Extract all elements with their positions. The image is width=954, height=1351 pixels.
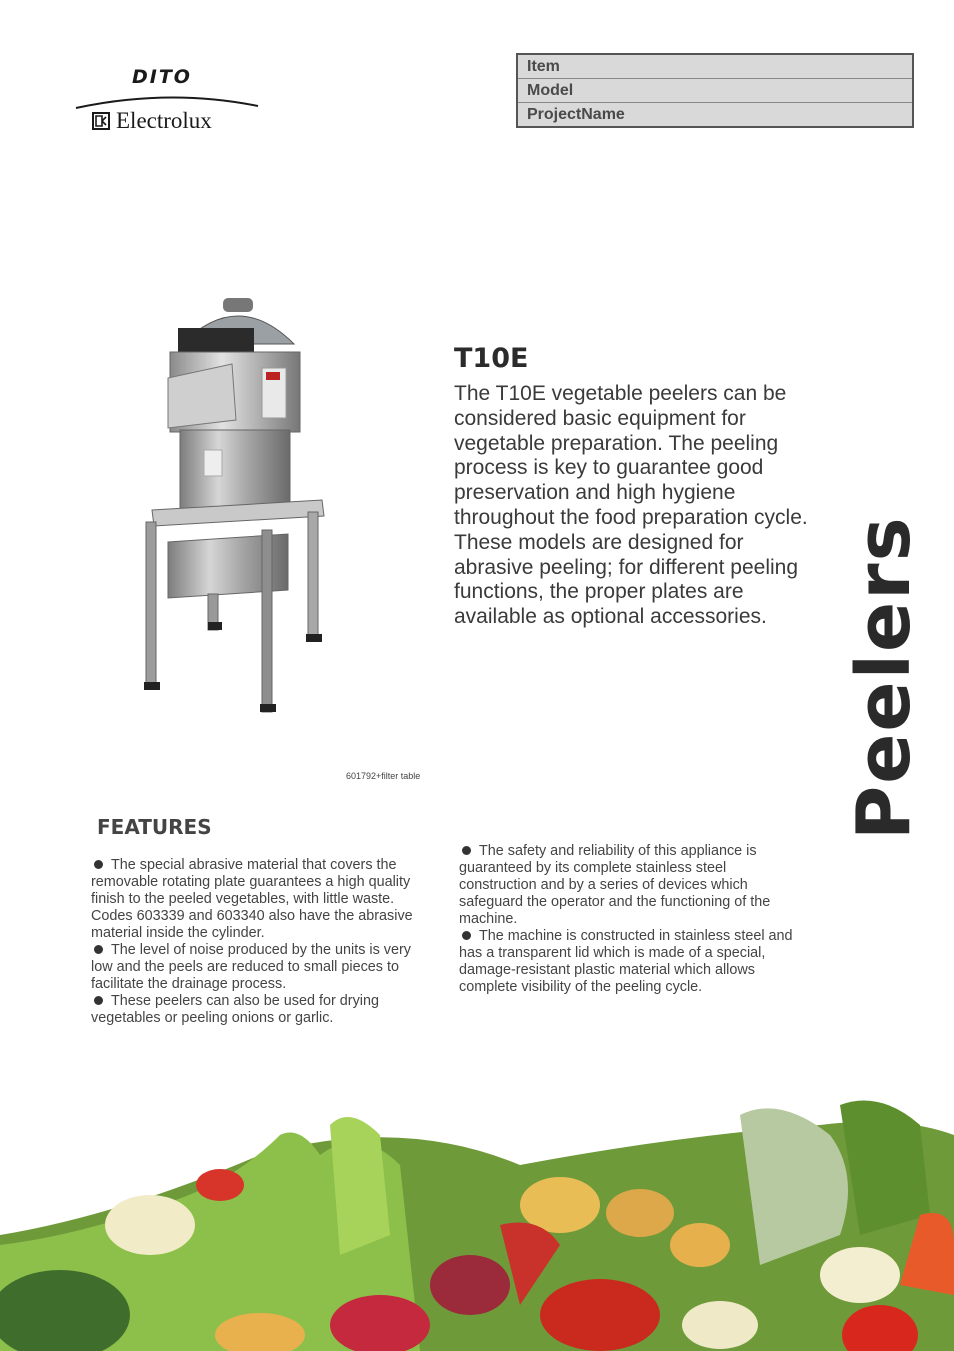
info-row-project: ProjectName xyxy=(518,103,912,126)
electrolux-mark-icon xyxy=(92,112,110,130)
features-heading: FEATURES xyxy=(97,815,212,839)
bullet-icon xyxy=(94,996,103,1005)
bullet-icon xyxy=(94,860,103,869)
info-table xyxy=(516,53,914,128)
feature-item: These peelers can also be used for drying vegetables or peeling onions or garlic. xyxy=(91,993,379,1026)
features-column-left xyxy=(91,857,433,1027)
image-caption: 601792+filter table xyxy=(346,771,421,781)
brand-name: Electrolux xyxy=(116,108,212,133)
category-label: Peelers xyxy=(841,515,927,840)
feature-item: The machine is constructed in stainless steel and has a transparent lid which is made of a special, damage-resistant plastic material which allows complete visibility of the peeling cycle. xyxy=(459,928,793,995)
product-title: T10E xyxy=(454,343,529,374)
feature-item: The level of noise produced by the units is very low and the peels are reduced to small pieces to facilitate the drainage process. xyxy=(91,942,411,992)
brand-logo xyxy=(74,66,264,136)
bullet-icon xyxy=(462,931,471,940)
feature-item: The special abrasive material that covers the removable rotating plate guarantees a high quality finish to the peeled vegetables, with little waste. Codes 603339 and 603340 also have the abrasive material inside the cylinder. xyxy=(91,857,413,941)
feature-item: The safety and reliability of this appliance is guaranteed by its complete stainless steel construction and by a series of devices which safeguard the operator and the functioning of the machine. xyxy=(459,843,771,927)
vegetables-banner-image xyxy=(0,1095,954,1351)
features-column-right xyxy=(459,843,804,996)
bullet-icon xyxy=(94,945,103,954)
bullet-icon xyxy=(462,846,471,855)
sub-brand-logo: DITO xyxy=(132,66,192,88)
product-image xyxy=(138,294,338,714)
electrolux-logo xyxy=(92,108,212,134)
product-description: The T10E vegetable peelers can be considered basic equipment for vegetable preparation. The peeling process is key to guarantee good preservation and high hygiene throughout the food preparation cycle. These models are designed for abrasive peeling; for different peeling functions, the proper plates are available as optional accessories. xyxy=(454,382,808,629)
info-row-model: Model xyxy=(518,79,912,103)
info-row-item: Item xyxy=(518,55,912,79)
